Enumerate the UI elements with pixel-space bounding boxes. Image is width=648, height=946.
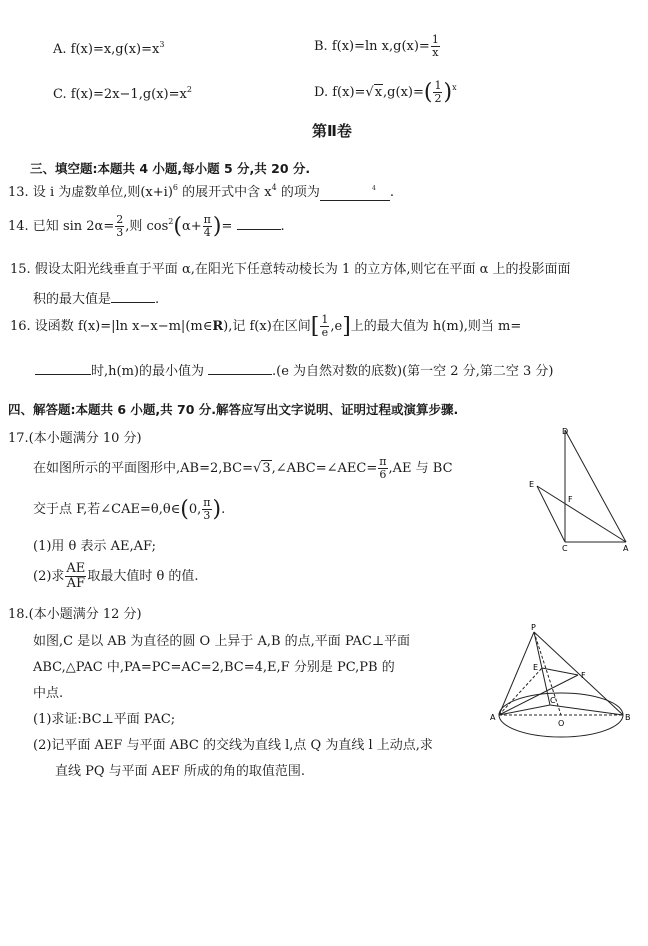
q18-part1: (1)求证:BC⊥平面 PAC;: [33, 712, 176, 727]
q16-line1b: ),记 f(x)在区间: [223, 319, 311, 334]
q15-end: .: [155, 292, 160, 307]
q14-end: .: [280, 219, 285, 234]
frac-num: π: [203, 496, 211, 509]
paren-right: ): [212, 214, 222, 239]
frac-den: AF: [66, 576, 86, 591]
frac-num: 1: [431, 33, 439, 46]
q17-line1a: 在如图所示的平面图形中,AB=2,BC=: [33, 461, 254, 476]
option-b-text: B. f(x)=ln x,g(x)=: [314, 39, 430, 54]
label-e: E: [533, 663, 539, 672]
q17-line1c: ,AE 与 BC: [388, 461, 453, 476]
q18-line2: ABC,△PAC 中,PA=PC=AC=2,BC=4,E,F 分别是 PC,PB 的: [33, 660, 395, 675]
q17-sqrt: 3: [262, 461, 271, 476]
option-d-frac: [433, 80, 442, 105]
q13-end: .: [389, 185, 394, 200]
label-b: B: [625, 713, 631, 722]
option-d-exp: x: [452, 83, 457, 92]
q16-line1a: 16. 设函数 f(x)=|ln x−x−m|(m∈: [10, 319, 213, 334]
frac-den: 2: [434, 92, 442, 105]
label-c: C: [550, 696, 556, 705]
q16-R: R: [212, 319, 224, 334]
q17-frac: [378, 456, 387, 481]
q17-line2b: 0,: [188, 502, 202, 517]
q17-frac2: [202, 497, 211, 522]
bracket-right: ]: [342, 314, 351, 339]
question-15-line2: [33, 288, 159, 307]
label-o: O: [558, 719, 565, 728]
question-15-line1: 15. 假设太阳光线垂直于平面 α,在阳光下任意转动棱长为 1 的立方体,则它在平面 α 上的投影面面: [10, 262, 571, 277]
bracket-left: [: [310, 314, 320, 339]
paren-right: ): [212, 497, 222, 522]
q16-blank1[interactable]: [35, 374, 91, 375]
q14-frac2: [203, 214, 212, 239]
option-d-sqrt: x: [374, 85, 383, 100]
label-d: D: [562, 427, 569, 436]
frac-num: 1: [321, 313, 329, 326]
q14-text1: 14. 已知 sin 2α=: [8, 219, 115, 234]
figure-18: [490, 620, 640, 760]
q16-blank2[interactable]: [208, 374, 272, 375]
paren-left: (: [173, 214, 182, 239]
frac-den: 4: [203, 226, 211, 239]
question-16-line2: [35, 360, 553, 379]
q16-interval-end: ,e: [330, 319, 343, 334]
part4-heading: 四、解答题:本题共 6 小题,共 70 分.解答应写出文字说明、证明过程或演算步骤.: [8, 402, 459, 417]
q16-line2b: .(e 为自然对数的底数)(第一空 2 分,第二空 3 分): [271, 364, 554, 379]
figure-17: [520, 420, 640, 560]
q13-text2: 的展开式中含 x: [177, 185, 272, 200]
q16-frac: [320, 314, 329, 339]
q18-title: 18.(本小题满分 12 分): [8, 607, 142, 622]
q17-line1: 在如图所示的平面图形中,AB=2,BC=√3,∠ABC=∠AEC= $\frac{\pi}{6}$ ,AE 与 BC: [33, 455, 453, 481]
q17-line2a: 交于点 F,若∠CAE=θ,θ∈: [33, 502, 181, 517]
q17-title: 17.(本小题满分 10 分): [8, 431, 142, 446]
q18-part2a: (2)记平面 AEF 与平面 ABC 的交线为直线 l,点 Q 为直线 l 上动点,求: [33, 738, 433, 753]
q13-exp2: 4: [271, 183, 277, 192]
option-c: [53, 85, 192, 102]
q14-text2: ,则 cos: [125, 219, 169, 234]
label-f: F: [581, 671, 586, 680]
label-a: A: [623, 544, 629, 553]
q13-text3: 的项为: [276, 185, 320, 200]
q14-exp: 2: [168, 217, 174, 226]
question-14: [8, 214, 285, 239]
paren-right: ): [443, 80, 453, 105]
label-p: P: [531, 623, 536, 632]
q13-blank[interactable]: [320, 185, 390, 201]
question-16-line1: [10, 314, 521, 339]
frac-den: 3: [203, 509, 211, 522]
label-c: C: [562, 544, 568, 553]
q17-part1: (1)用 θ 表示 AE,AF;: [33, 539, 156, 554]
question-13: [8, 181, 394, 201]
q14-inner: α+: [181, 219, 202, 234]
option-c-exp: 2: [186, 85, 192, 94]
q18-line3: 中点.: [33, 686, 64, 701]
q17-part2-frac: [65, 562, 86, 591]
option-d-mid: ,g(x)=: [383, 85, 424, 100]
frac-num: AE: [66, 561, 86, 576]
option-a-text: A. f(x)=x,g(x)=x: [53, 42, 160, 57]
q13-exp: 6: [172, 183, 178, 192]
q14-eq: =: [221, 219, 233, 234]
q17-line2: [33, 497, 225, 522]
option-d: D. f(x)=√x,g(x)=( $\frac{1}{2}$ )$^x$: [314, 79, 457, 105]
q17-part2b: 取最大值时 θ 的值.: [87, 569, 199, 584]
q18-line1: 如图,C 是以 AB 为直径的圆 O 上异于 A,B 的点,平面 PAC⊥平面: [33, 634, 411, 649]
frac-den: 6: [379, 468, 387, 481]
frac-num: π: [379, 455, 387, 468]
option-b: [314, 34, 441, 59]
label-e: E: [529, 480, 535, 489]
option-a-exp: 3: [159, 40, 165, 49]
option-c-text: C. f(x)=2x−1,g(x)=x: [53, 87, 187, 102]
label-f: F: [568, 495, 573, 504]
frac-den: e: [321, 326, 329, 339]
section-title: 第Ⅱ卷: [312, 122, 352, 140]
q13-text1: 13. 设 i 为虚数单位,则(x+i): [8, 185, 173, 200]
frac-den: x: [432, 46, 439, 59]
q17-line1b: ,∠ABC=∠AEC=: [271, 461, 378, 476]
q16-line1c: 上的最大值为 h(m),则当 m=: [350, 319, 522, 334]
q18-part2b: 直线 PQ 与平面 AEF 所成的角的取值范围.: [55, 764, 305, 779]
q17-part2: [33, 562, 199, 591]
q13-blank-mark: 4: [372, 185, 376, 192]
q14-blank[interactable]: [237, 229, 281, 230]
q16-line2a: 时,h(m)的最小值为: [91, 364, 204, 379]
option-d-text: D. f(x)=: [314, 85, 366, 100]
frac-num: 2: [116, 213, 124, 226]
frac-num: π: [203, 213, 211, 226]
q15-line2-text: 积的最大值是: [33, 292, 112, 307]
paren-left: (: [423, 80, 433, 105]
q14-frac: [115, 214, 124, 239]
q15-blank[interactable]: [111, 302, 155, 303]
option-b-frac: [431, 34, 440, 59]
part3-heading: 三、填空题:本题共 4 小题,每小题 5 分,共 20 分.: [30, 161, 311, 176]
frac-num: 1: [434, 79, 442, 92]
q17-line2c: .: [221, 502, 226, 517]
frac-den: 3: [116, 226, 124, 239]
paren-left: (: [180, 497, 189, 522]
label-a: A: [490, 713, 496, 722]
option-a: [53, 40, 164, 57]
q17-part2a: (2)求: [33, 569, 65, 584]
